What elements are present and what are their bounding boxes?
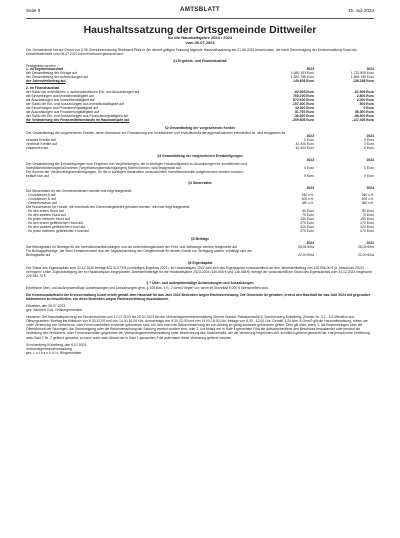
table-row: der Saldo der Ein- und Auszahlungen aus Finanzierungstätigkeit auf -39.300 Euro -86.300 Euro [26, 113, 374, 118]
place-date: Dittweiler, den 06.07.2023 [26, 304, 66, 309]
section-3-title: §3 Gesamtbetrag der vorgesehenen Ermächtigungen [157, 153, 243, 158]
section-2-text: Der Gesamtbetrag der vorgesehenen Kredite, deren Aufnahme zur Finanzierung von Investitionen und Investitionsförderungsmaßnahmen erforderlich ist, wird festgesetzt für [26, 130, 286, 135]
table-row: - für den zweiten Hund auf 70 Euro 70 Euro [26, 213, 374, 218]
results-budget-table [26, 68, 374, 122]
closing-place-date: Schönenberg-Kübelberg, den 6.07.2023 [26, 342, 87, 347]
year-2023: 2023 [306, 241, 314, 246]
closing-authority: Verbandsgemeindeverwaltung [26, 346, 72, 351]
table-row: der Gesamtbetrag der Aufwendungen auf 1.820.758 Euro 1.869.158 Euro [26, 75, 374, 80]
table-row: die Auszahlungen aus Finanzierungstätigkeit auf 81.700 Euro 86.300 Euro [26, 109, 374, 114]
table-row: - Grundsteuer A auf 340 v.H. 340 v.H. [26, 193, 374, 198]
year-2023: 2023 [306, 67, 314, 72]
table-row: die Einzahlungen aus Finanzierungstätigkeit auf 42.400 Euro 0 Euro [26, 105, 374, 110]
article-title: Haushaltssatzung der Ortsgemeinde Dittweiler [83, 24, 317, 36]
section-7-text: Erhebliche über- und außerplanmäßige Aufwendungen und Auszahlungen gem. § 100 Abs. 1 S. 2 GemO liegen vor, wenn im Einzelfall 5.000 € überschritten sind. [26, 286, 269, 291]
year-2024: 2024 [366, 67, 374, 72]
section-1-lead: Festgesetzt werden [26, 64, 56, 69]
year-2024: 2024 [366, 241, 374, 246]
section-6-text: Der Stand des Eigenkapitals zum 31.12.2020 beträgt 623.413,78 € (vorläufiges Ergebnis 2021). Im Haushaltsjahr 2022 wird sich das Eigenkapital voraussichtlich um den Jahresfehlbetrag von 120.906,00 € (lt. Abschluss 2022) verringern. Unter Zugrundelegung der im Haushaltsplan eingeplanten Jahresfehlbeträge für die Haushaltsjahre 2023-2024 (140.605 € und 136.358 €) beträgt der voraussichtliche Stand des Eigenkapitals zum 31.12.2024 insgesamt 225.544,70 €. [26, 265, 372, 278]
finance-budget-label: 2. im Finanzhaushalt [26, 86, 60, 91]
table-row: Die Summe der Verpflichtungsermächtigungen, für die in künftigen Haushalten voraussichtlich Investitionskredite aufgenommen werden müssen, beläuft sich auf 0 Euro 0 Euro [26, 169, 374, 178]
table-row: der Gesamtbetrag der Erträge auf 1.680.153 Euro 1.732.800 Euro [26, 71, 374, 76]
article-date: vom 06.07.2023 [185, 39, 215, 45]
year-2023: 2023 [306, 157, 314, 162]
closing-signature: gez. L o t h s c h ü t z, Bürgermeister [26, 350, 82, 355]
year-2024: 2024 [366, 133, 374, 138]
table-row: zinslose Kredite auf 0 Euro 0 Euro [26, 137, 374, 142]
table-row: die Veränderung des Finanzmittelbestands im Haushaltsjahr auf -209.605 Euro -147.408 Euro [26, 117, 374, 122]
page-number: Seite 8 [26, 8, 41, 13]
table-row: zusammen auf 42.400 Euro 0 Euro [26, 145, 374, 150]
year-2024: 2024 [366, 157, 374, 162]
table-row: die Einzahlungen aus Investitionstätigkeit auf 765.200 Euro 2.800 Euro [26, 94, 374, 99]
table-row: Für Beitragspflichtige, die ihren Einnahmenwert aus der Jagdverpachtung der Ortsgemeinde für diesen Zweck zur Verfügung stellen, ermäßigt sich der Beitragssatz auf 22,00 €/ha 22,00 €/ha [26, 248, 374, 257]
results-budget-label: 1. im Ergebnishaushalt [26, 67, 64, 72]
year-2023: 2023 [306, 185, 314, 190]
table-row: - für den zweiten gefährlichen Hund auf 420 Euro 420 Euro [26, 225, 374, 230]
section-2-title: §2 Gesamtbetrag der vorgesehenen Kredite [164, 125, 236, 130]
page-header [26, 6, 374, 16]
section-7-title: § 7 Über- und außerplanmäßige Aufwendungen und Auszahlungen [146, 281, 254, 286]
table-row: der Saldo der ordentlichen u. außerordentlichen Ein- und Auszahlungen auf -62.905 Euro -61.908 Euro [26, 90, 374, 95]
dog-tax-lead: Die Hundesteuer für Hunde, die innerhalb des Gemeindegebietes gehalten werden, wird wie folgt festgesetzt: [26, 205, 191, 210]
article-subtitle: für die Haushaltsjahre 2023 / 2024 [167, 35, 233, 40]
header-divider [26, 18, 374, 19]
tax-rates-table [26, 187, 374, 234]
tax-rates-lead: Die Steuersätze für die Gemeindesteuern werden wie folgt festgesetzt: [26, 189, 133, 194]
section-5-title: §5 Beiträge [190, 236, 210, 241]
year-2024: 2024 [366, 185, 374, 190]
table-row: verzinste Kredite auf 42.400 Euro 0 Euro [26, 141, 374, 146]
table-row: die Auszahlungen aus Investitionstätigkeit auf 872.600 Euro 2.000 Euro [26, 98, 374, 103]
year-2023: 2023 [306, 133, 314, 138]
signature-line: gez. Winfried Coß, Ortsbürgermeister [26, 308, 83, 313]
intro-paragraph: Der Gemeinderat hat auf Grund von § 95 Gemeindeordnung Rheinland-Pfalz in der derzeit gültigen Fassung folgende Haushaltssatzung am 21.06.2023 beschlossen, die nach Genehmigung der Kreisverwaltung Kusel als Aufsichtsbehörde vom 06.07.2023 hiermit bekannt gemacht wird: [26, 48, 357, 57]
commitments-table [26, 159, 374, 179]
table-row: der Jahresfehlbetrag auf 140.605 Euro 136.358 Euro [26, 79, 374, 84]
section-6-title: §6 Eigenkapital [187, 260, 213, 265]
credits-table [26, 135, 374, 151]
table-row: - für den ersten Hund auf 50 Euro 50 Euro [26, 209, 374, 214]
table-row: - Grundsteuer B auf 400 v.H. 400 v.H. [26, 197, 374, 202]
section-4-title: §4 Steuersätze [188, 181, 212, 186]
table-row: - für den ersten gefährlichen Hund auf 270 Euro 270 Euro [26, 221, 374, 226]
publication-title: AMTSBLATT [179, 6, 221, 13]
article [26, 22, 374, 355]
table-row: Der Beitragssatz für Beiträge für die Investitionsaufwendungen und die Unterhaltungskosten der Feld- und Waldwege werden festgesetzt auf 28,06 €/ha 28,06 €/ha [26, 244, 374, 249]
legal-hints: Hinweise: Der Haushaltsplan liegt zur Einsichtnahme vom 17.07.2023 bis 25.07.2023 bei der Verbandsgemeindeverwaltung Oberes Glantal, Rathausstraße 8, Schönenberg-Kübelberg, Zimmer Nr. 3.2 - 3.6 öffentlich aus. Öffnungszeiten: Montag bis Mittwoch von 8.30-12.00 und von 14.00-16.00 Uhr, donnerstags von 8.30-12.00 und von 14.00-18.00 Uhr, freitags von 8.30 - 12.00 Uhr. Gemäß § 24 Abs. 6 GemO gilt die Haushaltssatzung, sofern sie unter Verletzung von Verfahrens- oder Formvorschriften zustande gekommen sind, ein Jahr nach der Bekanntmachung als von Anfang an gültig zustande gekommen gelten. Dies gilt nicht, wenn 1. die Bestimmungen über die Öffentlichkeit der Sitzungen, die Genehmigung oder die Bekanntmachung der Satzung verletzt worden sind, oder 2. vor Ablauf der in Satz 1 genannten Frist die Aufsichtsbehörde den Beschluss beanstandet oder jemand die Verletzung der Verfahrens- oder Formvorschriften gegenüber der Verbandsgemeindeverwaltung unter Bezeichnung des Sachverhalts, der die Verletzung begründen soll, schriftlich geltend gemacht hat. Hat jemand eine Verletzung nach Satz 2 Nr. 2 geltend gemacht, so kann auch nach Ablauf der in Satz 1 genannten Frist jedermann diese Verletzung geltend machen. [26, 315, 370, 340]
section-1-title: §1 Ergebnis- und Finanzhaushalt [173, 59, 227, 64]
table-row: - Gewerbesteuer auf 380 v.H. 380 v.H. [26, 201, 374, 206]
table-row: der Saldo der Ein- und Auszahlungen aus Investitionstätigkeit auf -107.400 Euro 800 Euro [26, 102, 374, 106]
publication-date: 15. Juli 2023 [347, 8, 374, 13]
table-row: Der Gesamtbetrag der Ermächtigungen zum Eingehen von Verpflichtungen, die in künftigen Haushaltsjahren zu Auszahlungen für Investitionen und Investitionsförderungsmaßnahmen (Verpflichtungsermächtigungen) führen können, wird festgesetzt auf 0 Euro 0 Euro [26, 161, 374, 170]
table-row: - für jeden weiteren Hund auf 150 Euro 150 Euro [26, 217, 374, 222]
supervision-notice: Die Kommunalaufsicht der Kreisverwaltung Kusel erteilt gemäß dem Haushalt für das Jahr 2024 Bedenken wegen Rechtsverletzung. Die Gemeinde ist gehalten, erneut den Haushalt für das Jahr 2024 mit gegenüber Maßnahmen zu beschließen, um diese Bedenken wegen Rechtsverletzung auszuräumen. [26, 293, 371, 302]
table-row: - für jeden weiteren gefährlichen Hund auf 570 Euro 570 Euro [26, 229, 374, 234]
contributions-table [26, 242, 374, 258]
